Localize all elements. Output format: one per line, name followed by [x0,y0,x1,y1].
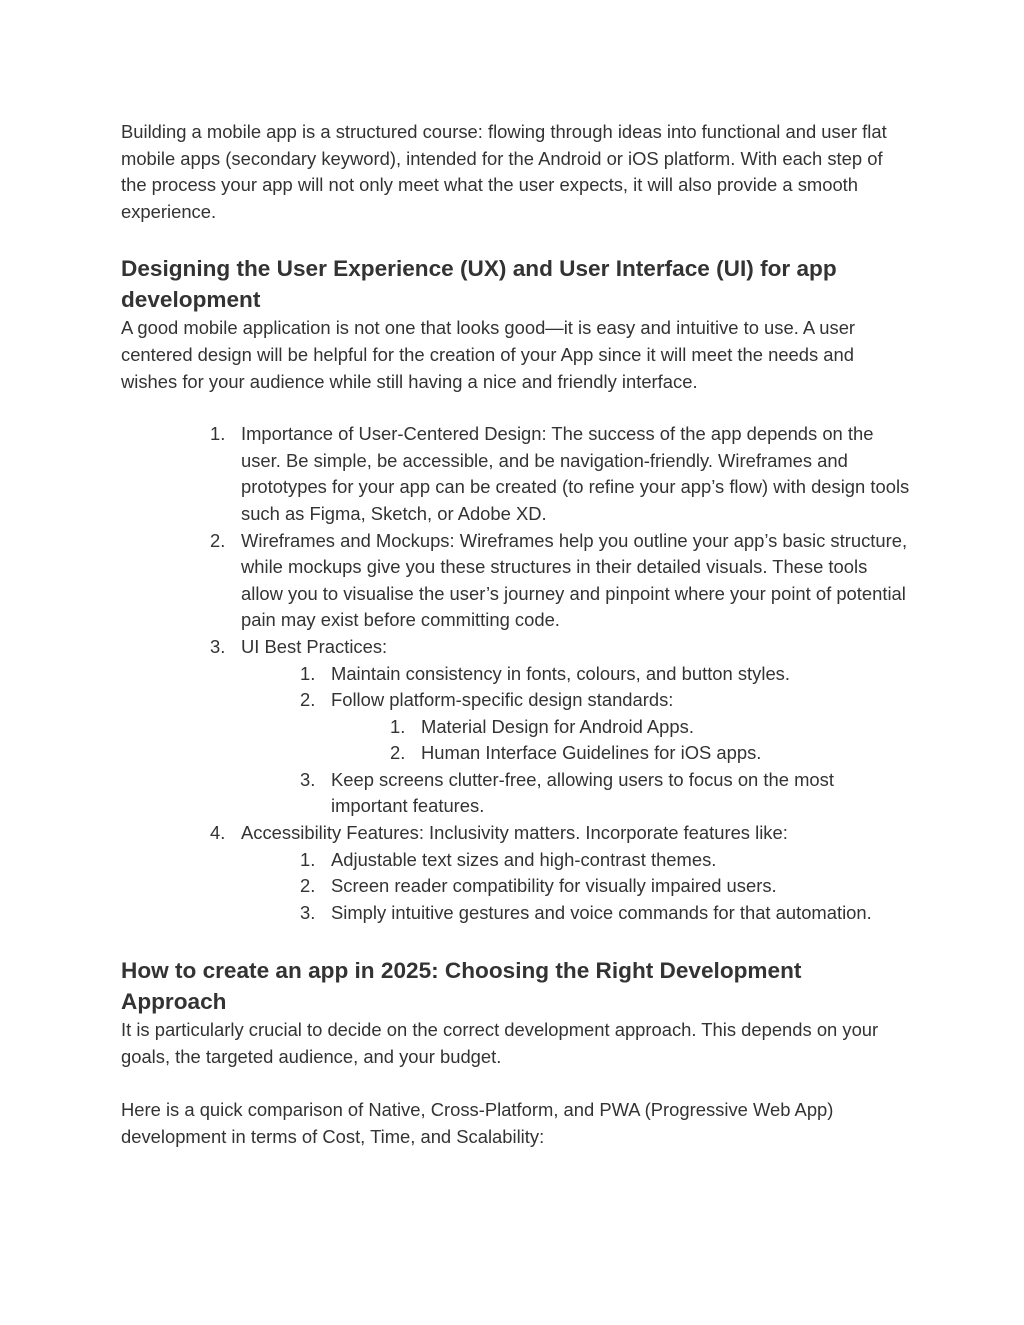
list-item [121,528,911,634]
list-item [241,873,911,900]
list-number: 2. [300,875,316,897]
list-item [331,714,911,741]
document-page [121,119,911,1150]
list-item [241,661,911,688]
list-item-text: Follow platform-specific design standards: [331,689,674,711]
ui-best-practices-list [121,661,911,821]
platform-standards-list [241,714,911,767]
list-item-text: Accessibility Features: Inclusivity matters. Incorporate features like: [241,822,788,844]
list-number: 1. [210,423,226,445]
ux-ui-list [121,421,911,926]
list-item-text: UI Best Practices: [241,635,388,657]
list-number: 1. [300,662,316,684]
comparison-intro-paragraph: Here is a quick comparison of Native, Cross-Platform, and PWA (Progressive Web App) development in terms of Cost, Time, and Scalability: [121,1099,834,1147]
list-item [331,740,911,767]
list-item [121,820,911,926]
list-number: 2. [390,742,406,764]
list-item [121,421,911,527]
list-number: 4. [210,822,226,844]
section-paragraph-development-approach: It is particularly crucial to decide on the correct development approach. This depends on your goals, the targeted audience, and your budget. [121,1019,879,1068]
list-item-text: Human Interface Guidelines for iOS apps. [421,742,762,764]
accessibility-features-list [121,847,911,927]
intro-paragraph: Building a mobile app is a structured course: flowing through ideas into functional and user flat mobile apps (secondary keyword), intended for the Android or iOS platform. With each step of the process your app will not only meet what the user expects, it will also provide a smooth experience. [121,121,887,222]
list-item [241,687,911,767]
list-number: 3. [300,768,316,790]
list-item [121,634,911,820]
list-item-text: Keep screens clutter-free, allowing users to focus on the most important features. [331,768,834,817]
list-number: 2. [210,529,226,551]
list-item-text: Importance of User-Centered Design: The success of the app depends on the user. Be simple, be accessible, and be navigation-friendly. Wireframes and prototypes for your app can be created (to refine your app’s flow) with design tools such as Figma, Sketch, or Adobe XD. [241,423,910,524]
list-item [241,900,911,927]
list-number: 3. [210,635,226,657]
list-item-text: Adjustable text sizes and high-contrast themes. [331,848,717,870]
list-item-text: Material Design for Android Apps. [421,715,694,737]
list-number: 2. [300,689,316,711]
section-heading-development-approach: How to create an app in 2025: Choosing the Right Development Approach [121,958,802,1014]
list-number: 1. [300,848,316,870]
list-item-text: Simply intuitive gestures and voice commands for that automation. [331,901,872,923]
section-heading-ux-ui: Designing the User Experience (UX) and User Interface (UI) for app development [121,256,837,312]
list-item-text: Screen reader compatibility for visually impaired users. [331,875,777,897]
list-item-text: Wireframes and Mockups: Wireframes help you outline your app’s basic structure, while mockups give you these structures in their detailed visuals. These tools allow you to visualise the user’s journey and pinpoint where your point of potential pain may exist before committing code. [241,529,908,631]
list-number: 3. [300,901,316,923]
list-item-text: Maintain consistency in fonts, colours, and button styles. [331,662,790,684]
list-number: 1. [390,715,406,737]
section-paragraph-ux-ui: A good mobile application is not one that looks good—it is easy and intuitive to use. A user centered design will be helpful for the creation of your App since it will meet the needs and wishes for your audience while still having a nice and friendly interface. [121,317,856,392]
list-item [241,847,911,874]
list-item [241,767,911,820]
